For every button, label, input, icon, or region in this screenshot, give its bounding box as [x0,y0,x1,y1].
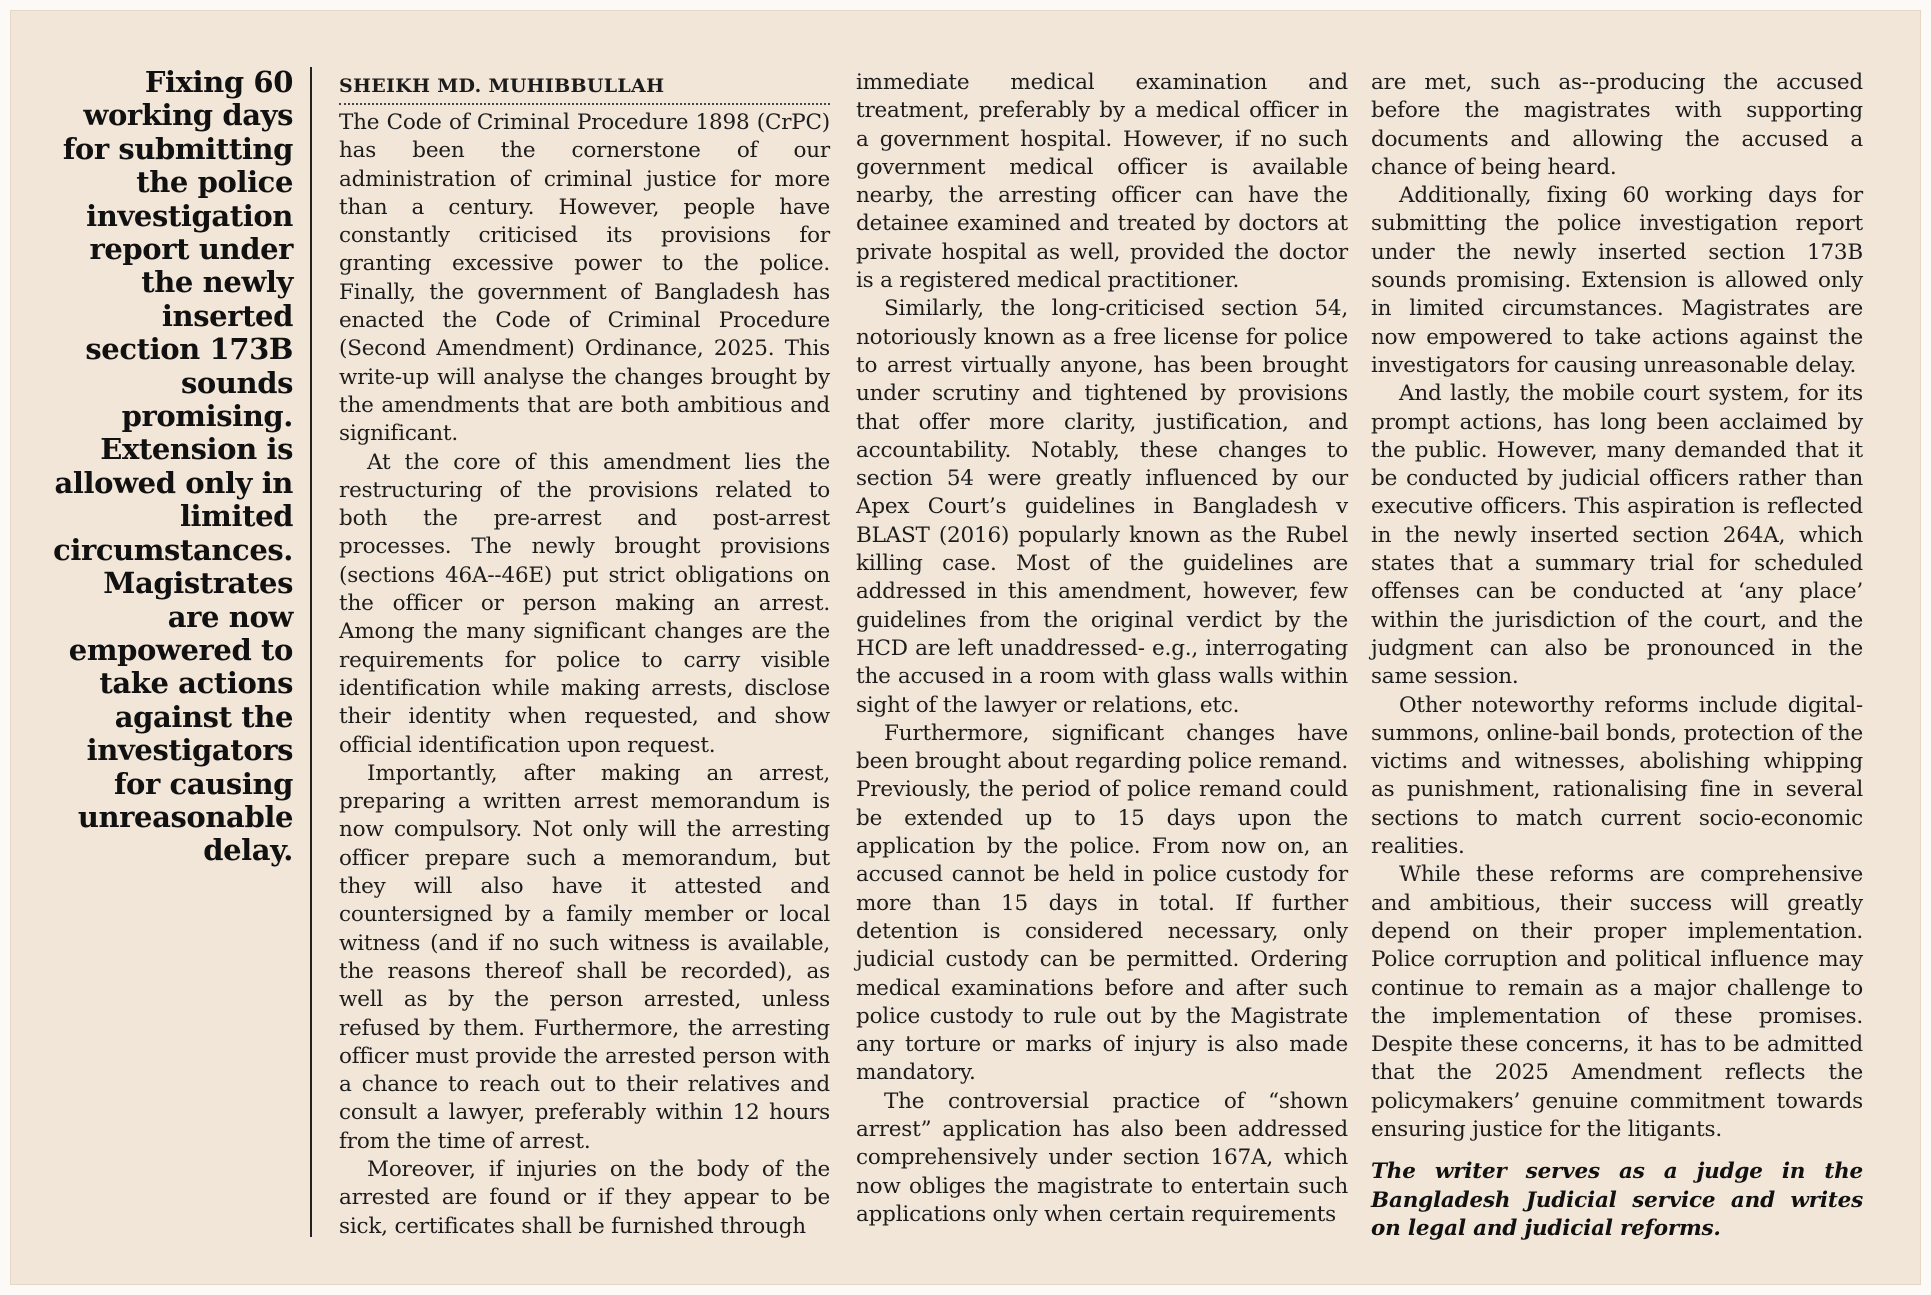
author-note: The writer serves as a judge in the Bangladesh Judicial service and writes on legal and judicial reforms. [1371,1159,1863,1241]
paragraph: Additionally, fixing 60 working days for submitting the police investigation report under the newly inserted section 173B sounds promising. Extension is allowed only in limited circumstances. Magistrates are now empowered to take actions against the investigators for causing unreasonable delay. [1371,183,1863,378]
pull-quote: Fixing 60 working days for submitting the police investigation report under the newly inserted section 173B sounds promising. Extension is allowed only in limited circumstances. Magistrates are now empowered to take actions against the investigators for causing unreasonable delay. [53,65,293,868]
paragraph: At the core of this amendment lies the restructuring of the provisions related to both the pre-arrest and post-arrest processes. The newly brought provisions (sections 46A--46E) put strict obligations on the officer or person making an arrest. Among the many significant changes are the requirements for police to carry visible identification while making arrests, disclose their identity when requested, and show official identification upon request. [339,449,830,758]
article-column-2 [856,69,1348,1229]
paragraph: Furthermore, significant changes have been brought about regarding police remand. Previously, the period of police remand could be extended up to 15 days upon the application by the police. From now on, an accused cannot be held in police custody for more than 15 days in total. If further detention is considered necessary, only judicial custody can be permitted. Ordering medical examinations before and after such police custody to rule out by the Magistrate any torture or marks of injury is also made mandatory. [856,720,1348,1086]
paragraph: Importantly, after making an arrest, preparing a written arrest memorandum is now compulsory. Not only will the arresting officer prepare such a memorandum, but they will also have it attested and countersigned by a family member or local witness (and if no such witness is available, the reasons thereof shall be recorded), as well as by the person arrested, unless refused by them. Furthermore, the arresting officer must provide the arrested person with a chance to reach out to their relatives and consult a lawyer, preferably within 12 hours from the time of arrest. [339,760,830,1154]
paragraph: Similarly, the long-criticised section 54, notoriously known as a free license for police to arrest virtually anyone, has been brought under scrutiny and tightened by provisions that offer more clarity, justification, and accountability. Notably, these changes to section 54 were greatly influenced by our Apex Court’s guidelines in Bangladesh v BLAST (2016) popularly known as the Rubel killing case. Most of the guidelines are addressed in this amendment, however, few guidelines from the original verdict by the HCD are left unaddressed- e.g., interrogating the accused in a room with glass walls within sight of the lawyer or relations, etc. [856,296,1348,718]
paragraph: Other noteworthy reforms include digital-summons, online-bail bonds, protection of the victims and witnesses, abolishing whipping as punishment, rationalising fine in several sections to match current socio-economic realities. [1371,692,1863,860]
paragraph: are met, such as--producing the accused before the magistrates with supporting documents and allowing the accused a chance of being heard. [1371,70,1863,180]
paragraph: The Code of Criminal Procedure 1898 (CrPC) has been the cornerstone of our administration of criminal justice for more than a century. However, people have constantly criticised its provisions for granting excessive power to the police. Finally, the government of Bangladesh has enacted the Code of Criminal Procedure (Second Amendment) Ordinance, 2025. This write-up will analyse the changes brought by the amendments that are both ambitious and significant. [339,110,830,447]
paragraph: The controversial practice of “shown arrest” application has also been addressed comprehensively under section 167A, which now obliges the magistrate to entertain such applications only when certain requirements [856,1088,1348,1227]
article-page [10,10,1921,1285]
article-column-3 [1371,69,1863,1243]
paragraph: immediate medical examination and treatment, preferably by a medical officer in a government hospital. However, if no such government medical officer is available nearby, the arresting officer can have the detainee examined and treated by doctors at private hospital as well, provided the doctor is a registered medical practitioner. [856,70,1348,294]
column-divider [310,67,312,1237]
paragraph: And lastly, the mobile court system, for its prompt actions, has long been acclaimed by the public. However, many demanded that it be conducted by judicial officers rather than executive officers. This aspiration is reflected in the newly inserted section 264A, which states that a summary trial for scheduled offenses can be conducted at ‘any place’ within the jurisdiction of the court, and the judgment can also be pronounced in the same session. [1371,381,1863,690]
byline: SHEIKH MD. MUHIBBULLAH [339,73,830,105]
paragraph: Moreover, if injuries on the body of the arrested are found or if they appear to be sick, certificates shall be furnished through [339,1156,830,1239]
paragraph: While these reforms are comprehensive and ambitious, their success will greatly depend on their proper implementation. Police corruption and political influence may continue to remain as a major challenge to the implementation of these promises. Despite these concerns, it has to be admitted that the 2025 Amendment reflects the policymakers’ genuine commitment towards ensuring justice for the litigants. [1371,862,1863,1142]
article-column-1 [339,73,830,1241]
